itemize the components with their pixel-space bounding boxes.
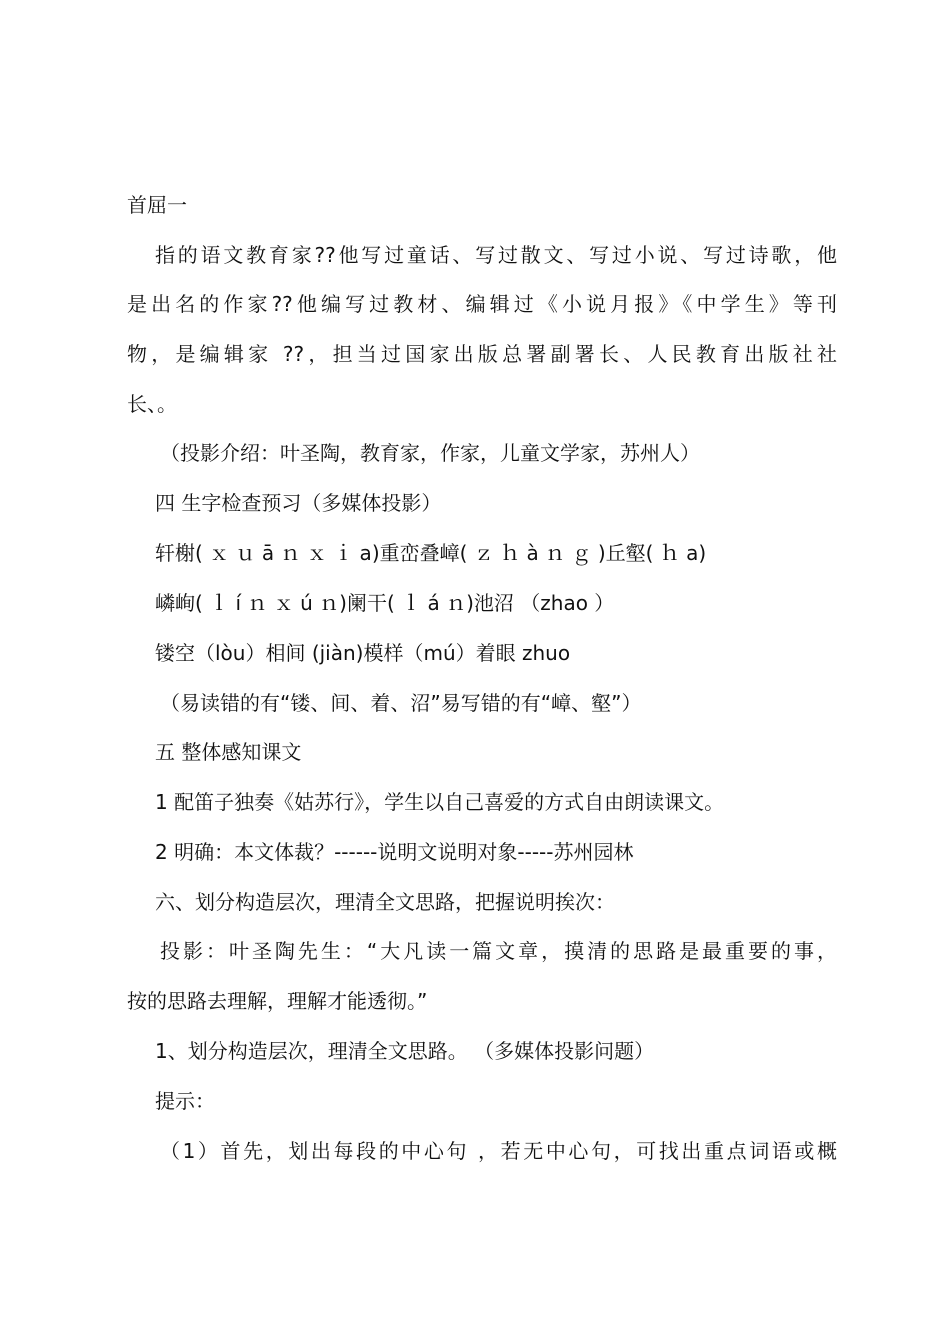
- text-line-1: 首屈一: [127, 193, 187, 217]
- text-line-3: 是出名的作家??他编写过教材、编辑过《小说月报》《中学生》等刊: [127, 292, 837, 316]
- text-line-14: 2 明确：本文体裁？------说明文说明对象-----苏州园林: [155, 840, 634, 864]
- text-line-5: 长、。: [127, 392, 177, 416]
- text-line-19: 提示：: [155, 1089, 215, 1113]
- text-line-10: 镂空（lòu）相间 (jiàn)模样（mú）着眼 zhuo: [155, 641, 571, 665]
- text-line-20: （1）首先，划出每段的中心句 ，若无中心句，可找出重点词语或概: [160, 1139, 837, 1163]
- text-line-18: 1、划分构造层次，理清全文思路。 （多媒体投影问题）: [155, 1039, 655, 1063]
- text-line-8: 轩榭( ｘ ｕ ā ｎ ｘ ｉ a)重峦叠嶂( ｚ ｈ à ｎ ｇ )丘壑( ｈ a): [155, 541, 707, 565]
- section-heading-4: 四 生字检查预习（多媒体投影）: [155, 491, 442, 515]
- text-line-11: （易读错的有“镂、间、着、沼”易写错的有“嶂、壑”）: [160, 691, 642, 715]
- text-line-17: 按的思路去理解，理解才能透彻。”: [127, 989, 428, 1013]
- text-line-13: 1 配笛子独奏《姑苏行》，学生以自己喜爱的方式自由朗读课文。: [155, 790, 725, 814]
- text-line-9: 嶙峋( ｌ í ｎ ｘ ú ｎ)阑干( ｌ á ｎ)池沼 （zhao ）: [155, 591, 615, 615]
- text-line-4: 物，是编辑家 ??，担当过国家出版总署副署长、人民教育出版社社: [127, 342, 837, 366]
- text-line-2: 指的语文教育家??他写过童话、写过散文、写过小说、写过诗歌，他: [155, 243, 837, 267]
- text-line-16: 投影：叶圣陶先生：“大凡读一篇文章，摸清的思路是最重要的事，: [160, 939, 837, 963]
- section-heading-6: 六、划分构造层次，理清全文思路，把握说明挨次：: [155, 890, 615, 914]
- text-line-6: （投影介绍：叶圣陶，教育家，作家，儿童文学家，苏州人）: [160, 441, 700, 465]
- section-heading-5: 五 整体感知课文: [155, 740, 302, 764]
